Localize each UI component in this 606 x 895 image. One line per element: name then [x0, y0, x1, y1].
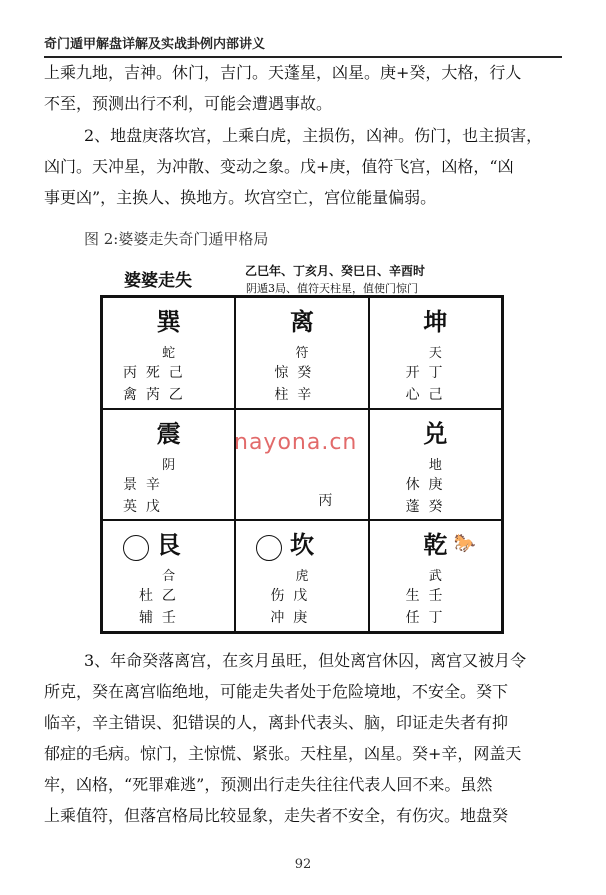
palace-xun	[102, 297, 235, 409]
palace-row-2: 英 戊	[123, 498, 160, 515]
palace-deity: 合	[162, 569, 176, 585]
palace-deity: 阴	[162, 457, 176, 473]
chart-info-line2: 阴遁3局、值符天柱星，值使门惊门	[246, 282, 418, 295]
palace-deity: 武	[428, 569, 442, 585]
palace-gen	[102, 520, 235, 632]
body-text-line: 牢，凶格，“死罪难逃”，预测出行走失往往代表人回不来。虽然	[44, 775, 493, 794]
palace-kun	[369, 297, 502, 409]
palace-row-1: 伤 戊	[270, 588, 308, 605]
body-text-line: 3、年命癸落离宫，在亥月虽旺，但处离宫休囚，离宫又被月令	[84, 651, 527, 670]
palace-row-2: 柱 辛	[274, 387, 312, 403]
palace-name: 乾	[423, 530, 448, 560]
body-text-line: 不至，预测出行不利，可能会遭遇事故。	[44, 94, 333, 113]
palace-name: 坤	[423, 307, 448, 336]
running-header: 奇门遁甲解盘详解及实战卦例内部讲义	[44, 37, 266, 52]
palace-name: 震	[156, 418, 181, 448]
palace-row-1: 生 壬	[405, 588, 443, 605]
palace-row-2: 辅 壬	[139, 610, 176, 627]
palace-row-1: 惊 癸	[274, 365, 312, 381]
palace-deity: 地	[428, 457, 442, 473]
palace-row-1: 开 丁	[405, 365, 443, 381]
chart-title: 婆婆走失	[124, 271, 192, 291]
body-text-line: 事更凶”，主换人、换地方。坎宫空亡，宫位能量偏弱。	[44, 188, 437, 207]
palace-qian	[369, 520, 502, 632]
palace-name: 艮	[156, 530, 181, 560]
palace-li	[235, 297, 368, 409]
qimen-chart-grid	[100, 295, 504, 634]
header-rule	[44, 56, 562, 58]
body-text-line: 凶门。天冲星，为冲散、变动之象。戊+庚，值符飞宫，凶格，“凶	[44, 157, 514, 176]
watermark-text: nayona.cn	[234, 430, 358, 455]
palace-row-1: 丙 死 己	[123, 365, 183, 381]
palace-row-2: 禽 芮 乙	[123, 387, 183, 403]
palace-row-1: 休 庚	[405, 476, 443, 493]
body-text-line: 所克，癸在离宫临绝地，可能走失者处于危险境地，不安全。癸下	[44, 682, 509, 701]
palace-row-2: 任 丁	[405, 610, 443, 627]
palace-kan	[235, 520, 368, 632]
palace-row-1: 丙	[318, 492, 333, 509]
body-text-line: 临辛，辛主错误、犯错误的人，离卦代表头、脑，印证走失者有抑	[44, 713, 509, 732]
page-number: 92	[294, 857, 312, 872]
palace-name: 兑	[423, 418, 448, 448]
palace-name: 离	[289, 307, 314, 336]
palace-row-2: 心 己	[405, 387, 443, 403]
body-text-line: 上乘九地，吉神。休门，吉门。天蓬星，凶星。庚+癸，大格，行人	[44, 63, 522, 82]
figure-caption: 图 2:婆婆走失奇门遁甲格局	[84, 230, 269, 248]
body-text-line: 上乘值符，但落宫格局比较显象，走失者不安全，有伤灾。地盘癸	[44, 806, 509, 825]
palace-deity: 符	[295, 346, 309, 361]
body-text-line: 郁症的毛病。惊门，主惊慌、紧张。天柱星，凶星。癸+辛，网盖天	[44, 744, 522, 763]
palace-center	[235, 409, 368, 521]
palace-deity: 蛇	[162, 346, 176, 361]
palace-row-1: 景 辛	[123, 476, 160, 493]
palace-zhen	[102, 409, 235, 521]
horse-icon: 🐎	[453, 533, 477, 555]
palace-row-2: 蓬 癸	[405, 498, 443, 515]
palace-dui	[369, 409, 502, 521]
body-text-line: 2、地盘庚落坎宫，上乘白虎，主损伤，凶神。伤门，也主损害，	[84, 126, 543, 145]
palace-name: 坎	[289, 530, 314, 560]
palace-row-2: 冲 庚	[270, 610, 308, 627]
palace-deity: 天	[428, 346, 442, 361]
chart-info-line1: 乙巳年、丁亥月、癸巳日、辛酉时	[245, 264, 426, 278]
palace-name: 巽	[156, 307, 181, 336]
palace-deity: 虎	[295, 569, 309, 585]
palace-row-1: 杜 乙	[139, 588, 176, 605]
